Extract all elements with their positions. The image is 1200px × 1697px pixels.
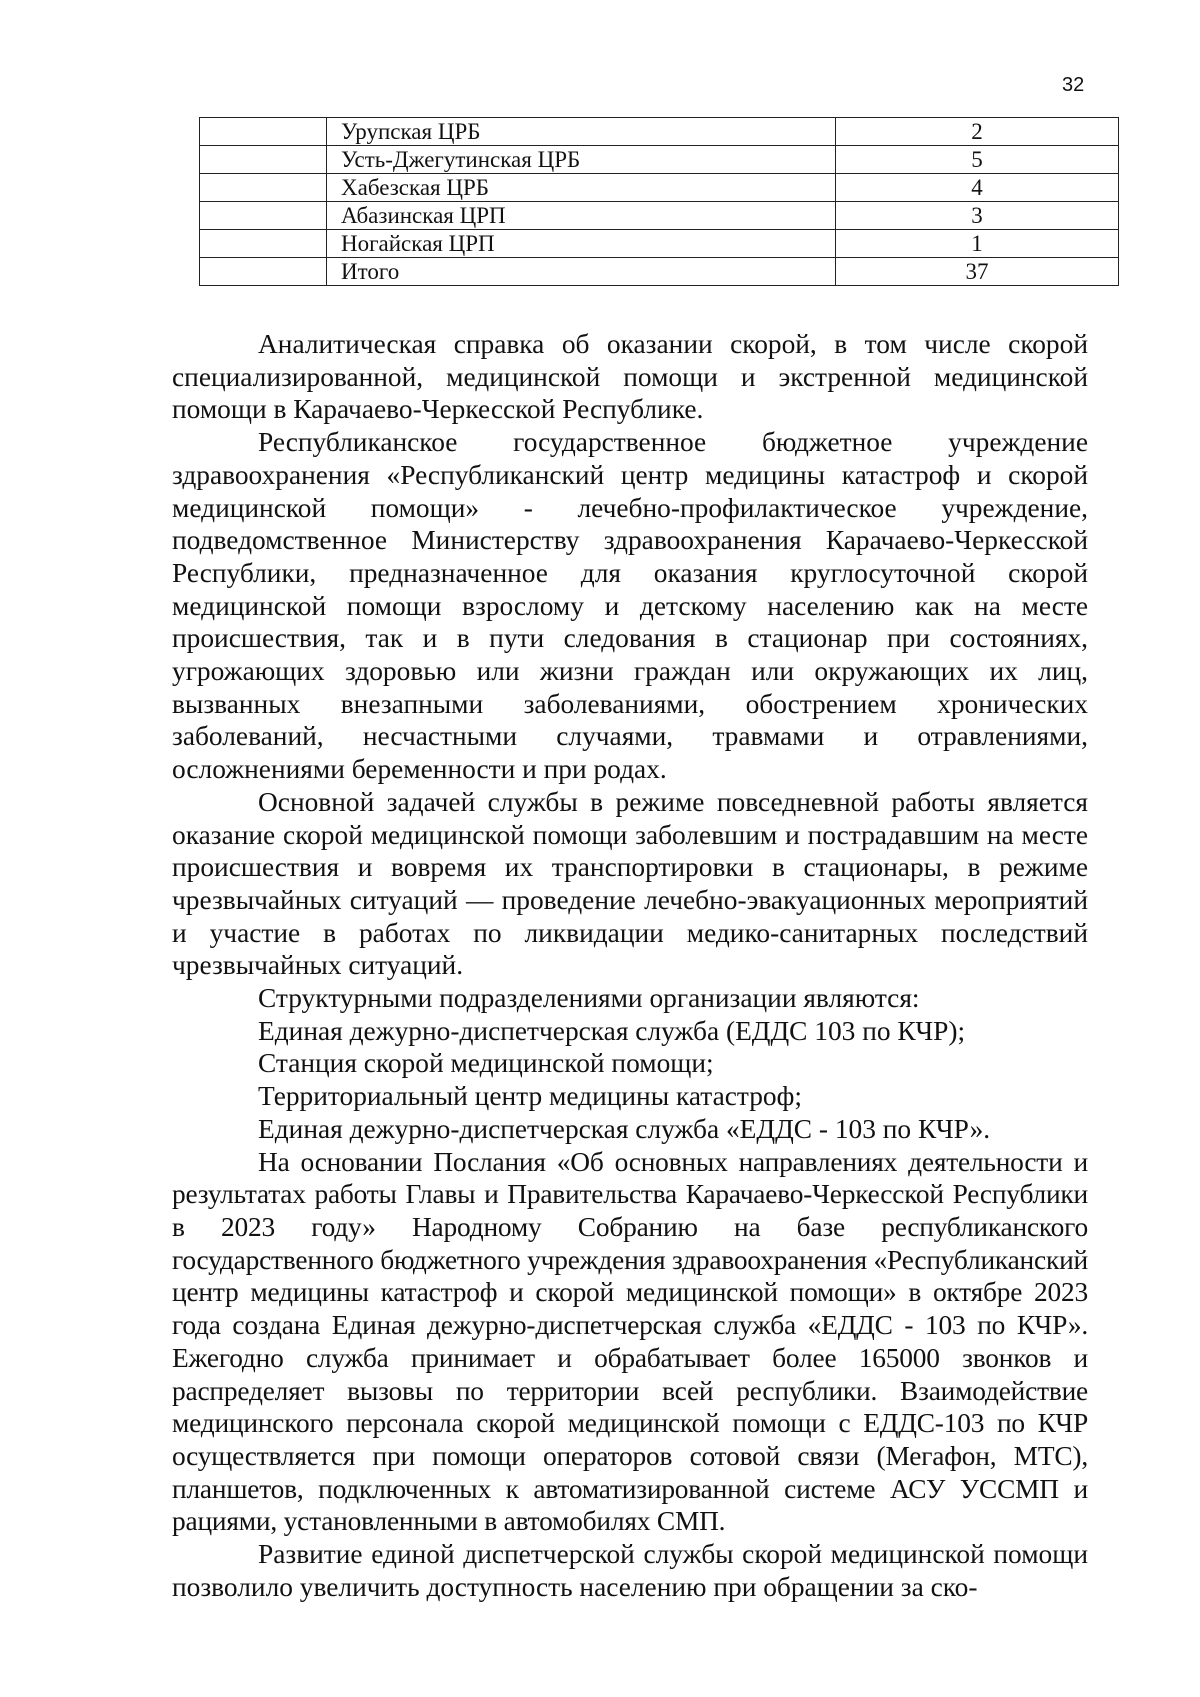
document-body [172, 328, 1088, 1603]
facility-name-cell: Хабезская ЦРБ [327, 174, 836, 202]
table-cell-empty [200, 230, 327, 258]
table-cell-empty [200, 118, 327, 146]
list-item: Единая дежурно-диспетчерская служба (ЕДДС 103 по КЧР); [258, 1015, 966, 1046]
paragraph-development: Развитие единой диспетчерской службы скорой медицинской помощи позволило увеличить доступность населению при обращении за ско- [172, 1539, 1088, 1602]
facility-name-cell: Абазинская ЦРП [327, 202, 836, 230]
facility-value-cell: 1 [836, 230, 1119, 258]
table-cell-empty [200, 174, 327, 202]
facility-value-cell: 5 [836, 146, 1119, 174]
table-total-row [200, 258, 1119, 286]
list-item: Станция скорой медицинской помощи; [258, 1048, 714, 1079]
table-cell-empty [200, 258, 327, 286]
facility-name-cell: Урупская ЦРБ [327, 118, 836, 146]
table-row [200, 174, 1119, 202]
page-number: 32 [1062, 74, 1085, 96]
paragraph-structure-intro: Структурными подразделениями организации являются: [258, 983, 920, 1014]
table-row [200, 118, 1119, 146]
table-cell-empty [200, 202, 327, 230]
total-value-cell: 37 [836, 258, 1119, 286]
facility-name-cell: Усть-Джегутинская ЦРБ [327, 146, 836, 174]
table-row [200, 202, 1119, 230]
list-item: Территориальный центр медицины катастроф; [258, 1081, 802, 1112]
facility-value-cell: 4 [836, 174, 1119, 202]
table-row [200, 146, 1119, 174]
table-row [200, 230, 1119, 258]
paragraph-main-task: Основной задачей службы в режиме повседневной работы является оказание скорой медицинской помощи заболевшим и пострадавшим на месте происшествия и вовремя их транспортировки в стационары, в режиме чрезвычайных ситуаций — проведение лечебно-эвакуационных мероприятий и участие в работах по ликвидации медико-санитарных последствий чрезвычайных ситуаций. [172, 786, 1088, 981]
total-label-cell: Итого [327, 258, 836, 286]
list-item: Единая дежурно-диспетчерская служба «ЕДДС - 103 по КЧР». [258, 1113, 991, 1144]
facility-value-cell: 2 [836, 118, 1119, 146]
table-cell-empty [200, 146, 327, 174]
facility-value-cell: 3 [836, 202, 1119, 230]
paragraph-heading: Аналитическая справка об оказании скорой, в том числе скорой специализированной, медицинской помощи и экстренной медицинской помощи в Карачаево-Черкесской Республике. [172, 329, 1088, 425]
paragraph-dispatch-service: На основании Послания «Об основных направлениях деятельности и результатах работы Главы и Правительства Карачаево-Черкесской Республики в 2023 году» Народному Собранию на базе республиканского государственного бюджетного учреждения здравоохранения «Республиканский центр медицины катастроф и скорой медицинской помощи» в октябре 2023 года создана Единая дежурно-диспетчерская служба «ЕДДС - 103 по КЧР». Ежегодно служба принимает и обрабатывает более 165000 звонков и распределяет вызовы по территории всей республики. Взаимодействие медицинского персонала скорой медицинской помощи с ЕДДС-103 по КЧР осуществляется при помощи операторов сотовой связи (Мегафон, МТС), планшетов, подключенных к автоматизированной системе АСУ УССМП и рациями, установленными в автомобилях СМП. [172, 1146, 1088, 1537]
facilities-table [199, 117, 1119, 286]
paragraph-organization: Республиканское государственное бюджетное учреждение здравоохранения «Республиканский центр медицины катастроф и скорой медицинской помощи» - лечебно-профилактическое учреждение, подведомственное Министерству здравоохранения Карачаево-Черкесской Республики, предназначенное для оказания круглосуточной скорой медицинской помощи взрослому и детскому населению как на месте происшествия, так и в пути следования в стационар при состояниях, угрожающих здоровью или жизни граждан или окружающих их лиц, вызванных внезапными заболеваниями, обострением хронических заболеваний, несчастными случаями, травмами и отравлениями, осложнениями беременности и при родах. [172, 427, 1088, 785]
facility-name-cell: Ногайская ЦРП [327, 230, 836, 258]
